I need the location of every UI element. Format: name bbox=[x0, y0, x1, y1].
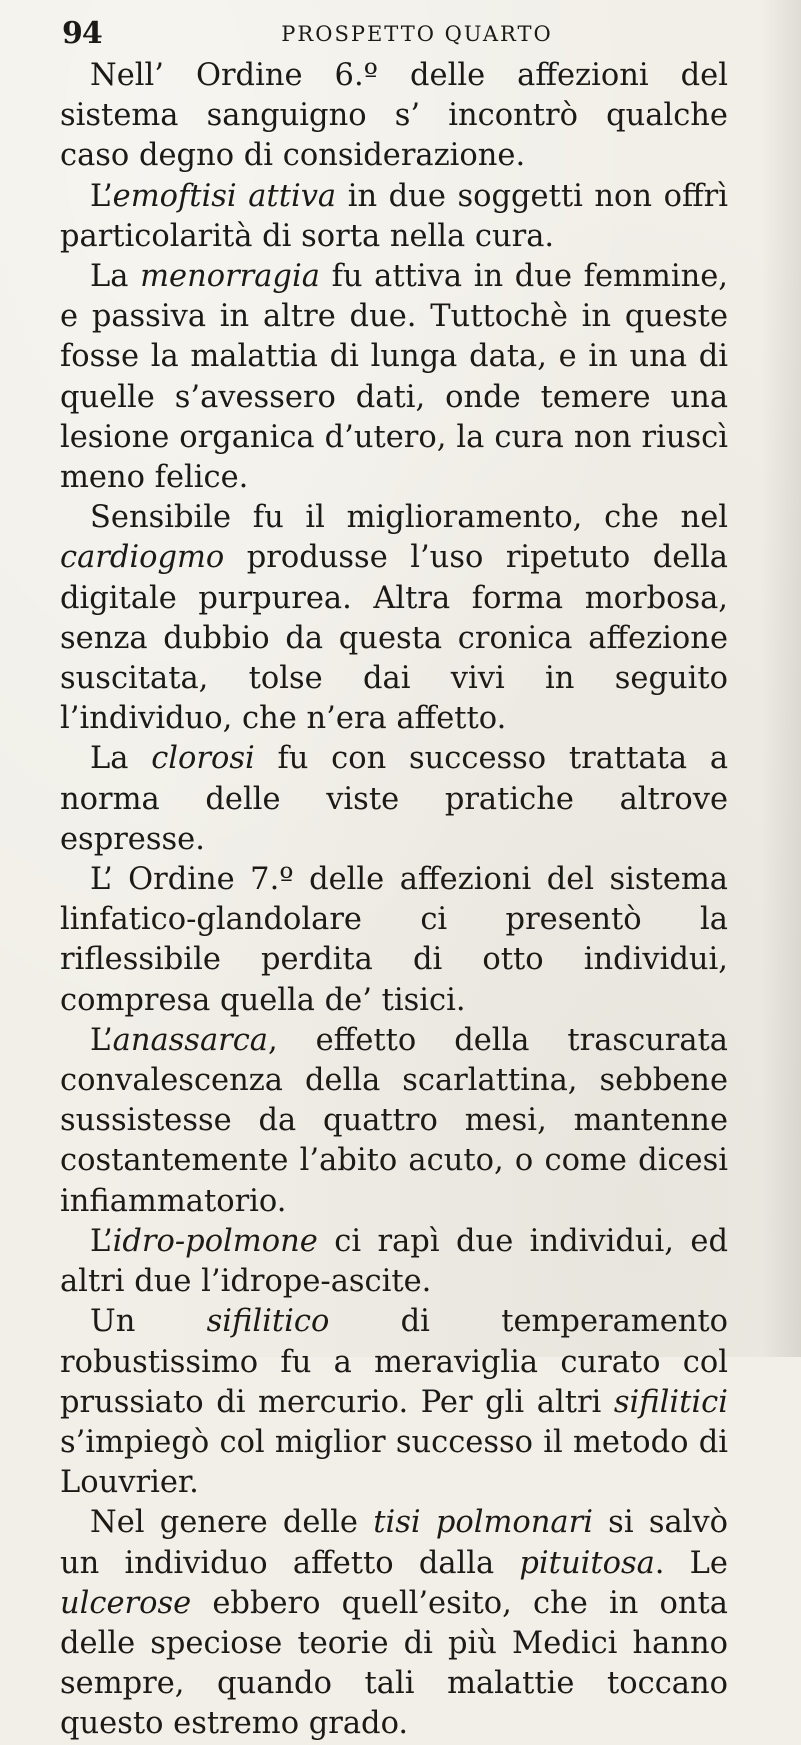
italic-term: ulcerose bbox=[60, 1585, 192, 1621]
paragraph-text: fu con successo trattata a norma delle viste pratiche altrove espresse. bbox=[60, 741, 728, 857]
paragraph-text: . Le bbox=[654, 1545, 728, 1581]
paragraph-text: L’ bbox=[90, 1022, 113, 1058]
paragraph-text: La bbox=[90, 259, 141, 295]
page-number: 94 bbox=[62, 16, 102, 51]
paragraph bbox=[60, 56, 728, 177]
running-head: PROSPETTO QUARTO bbox=[281, 22, 553, 46]
paragraph-text: in due soggetti non offrì particolarità di sorta nella cura. bbox=[60, 178, 728, 254]
paragraph-text: ebbero quell’esito, che in onta delle speciose teorie di più Medici hanno sempre, quando tali malattie toccano questo estremo grado. bbox=[60, 1585, 728, 1742]
paragraph-text: L’ bbox=[90, 178, 113, 214]
paragraph bbox=[60, 1021, 728, 1222]
italic-term: sifilitici bbox=[613, 1384, 728, 1420]
paragraph bbox=[60, 1302, 728, 1503]
paragraph-text: di temperamento robustissimo fu a meraviglia curato col prussiato di mercurio. Per gli altri bbox=[60, 1304, 729, 1420]
paragraph-text: si salvò un individuo affetto dalla bbox=[60, 1505, 729, 1581]
paragraph-text: s’impiegò col miglior successo il metodo di Louvrier. bbox=[60, 1424, 728, 1501]
paragraph-text: fu attiva in due femmine, e passiva in altre due. Tuttochè in queste fosse la malattia di lunga data, e in una di quelle s’avessero dati, onde temere una lesione organica d’utero, la cura non riuscì meno felice. bbox=[60, 259, 728, 496]
paragraph-text: Un bbox=[90, 1304, 207, 1340]
page-header bbox=[62, 14, 712, 54]
italic-term: emoftisi attiva bbox=[112, 178, 337, 214]
paragraph bbox=[60, 498, 728, 739]
paragraph-text: , effetto della trascurata convalescenza della scarlattina, sebbene sussistesse da quattro mesi, mantenne costantemente l’abito acuto, o come dicesi infiammatorio. bbox=[60, 1022, 728, 1219]
italic-term: sifilitico bbox=[206, 1304, 330, 1340]
paragraph-text: produsse l’uso ripetuto della digitale purpurea. Altra forma morbosa, senza dubbio da questa cronica affezione suscitata, tolse dai vivi in seguito l’individuo, che n’era affetto. bbox=[60, 540, 728, 737]
paragraph-text: La bbox=[90, 741, 152, 777]
paragraph bbox=[60, 860, 728, 1021]
italic-term: clorosi bbox=[151, 741, 255, 777]
italic-term: idro-polmone bbox=[112, 1223, 318, 1259]
body-text bbox=[60, 56, 728, 1745]
italic-term: anassarca bbox=[112, 1022, 268, 1058]
paragraph bbox=[60, 1503, 728, 1744]
paragraph bbox=[60, 739, 728, 860]
paragraph-text: L’ Ordine 7.º delle affezioni del sistema linfatico-glandolare ci presentò la riflessibile perdita di otto individui, compresa quella de’ tisici. bbox=[60, 862, 728, 1018]
paragraph-text: Nel genere delle bbox=[90, 1505, 374, 1541]
italic-term: cardiogmo bbox=[60, 540, 225, 576]
page-edge-shadow bbox=[761, 0, 801, 1357]
paragraph-text: Nell’ Ordine 6.º delle affezioni del sistema sanguigno s’ incontrò qualche caso degno di considerazione. bbox=[60, 58, 728, 174]
italic-term: pituitosa bbox=[519, 1545, 655, 1581]
paragraph bbox=[60, 257, 728, 498]
paragraph bbox=[60, 1222, 728, 1302]
paragraph-text: L’ bbox=[90, 1223, 113, 1259]
paragraph-text: ci rapì due individui, ed altri due l’idrope-ascite. bbox=[60, 1223, 728, 1300]
paragraph bbox=[60, 177, 728, 257]
italic-term: menorragia bbox=[140, 259, 320, 295]
paragraph-text: Sensibile fu il miglioramento, che nel bbox=[90, 500, 728, 536]
italic-term: tisi polmonari bbox=[373, 1505, 593, 1541]
